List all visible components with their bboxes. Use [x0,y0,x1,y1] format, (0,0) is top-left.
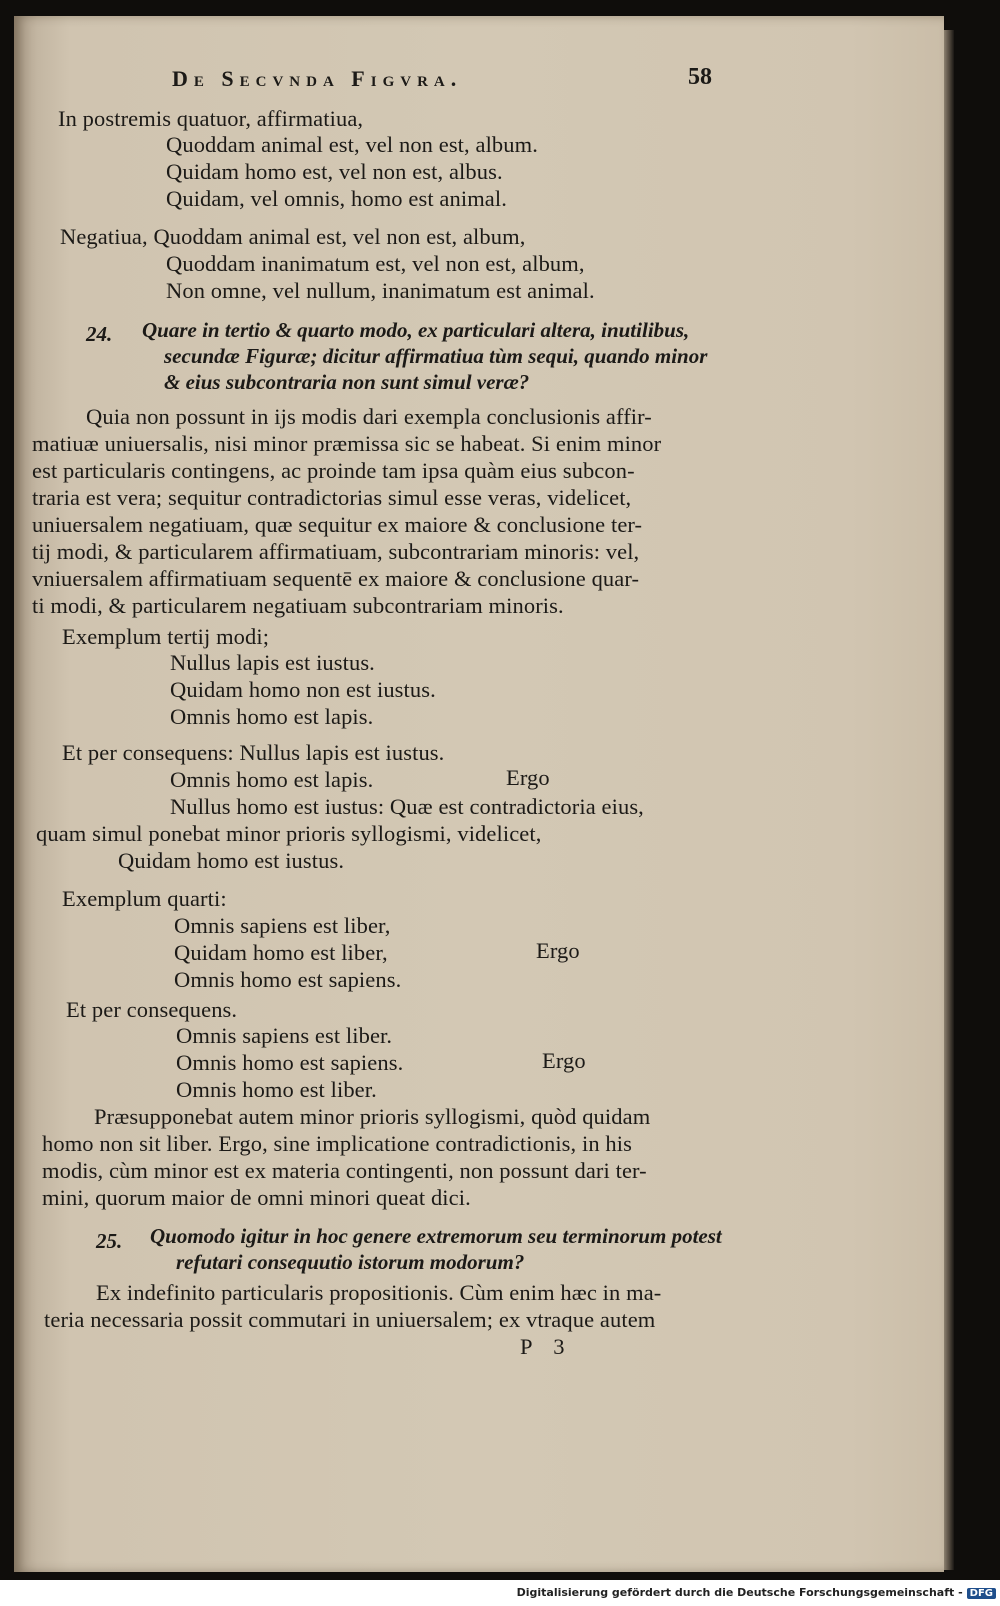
text-line: Quidam homo non est iustus. [170,677,436,702]
running-head: De Secvnda Figvra. [172,66,463,91]
page-number: 58 [688,64,712,90]
text-line: Omnis homo est sapiens. [174,967,402,992]
ergo-label: Ergo [542,1048,586,1073]
text-line: modis, cùm minor est ex materia contingenti, non possunt dari ter- [42,1158,647,1183]
footer-credit [517,1586,996,1599]
text-line: Quoddam animal est, vel non est, album. [166,132,538,157]
text-line: Et per consequens: Nullus lapis est iustus. [62,740,445,765]
text-line: Et per consequens. [66,997,238,1022]
text-line: mini, quorum maior de omni minori queat dici. [42,1185,471,1210]
text-line: In postremis quatuor, affirmatiua, [58,106,364,131]
text-line: traria est vera; sequitur contradictorias simul esse veras, videlicet, [32,485,632,510]
text-line: Omnis homo est lapis. [170,767,374,792]
text-line: ti modi, & particularem negatiuam subcontrariam minoris. [32,593,564,618]
text-line: Omnis sapiens est liber. [176,1023,393,1048]
question-line: Quomodo igitur in hoc genere extremorum seu terminorum potest [150,1224,722,1248]
text-line: Quidam homo est iustus. [118,848,345,873]
text-line: tij modi, & particularem affirmatiuam, subcontrariam minoris: vel, [32,539,640,564]
text-line: Omnis homo est lapis. [170,704,374,729]
text-line: Nullus homo est iustus: Quæ est contradictoria eius, [170,794,644,819]
question-number: 24. [86,322,113,346]
text-line: Omnis homo est liber. [176,1077,377,1102]
dfg-logo: DFG [967,1588,996,1599]
text-line: est particularis contingens, ac proinde tam ipsa quàm eius subcon- [32,458,635,483]
example-label: Exemplum tertij modi; [62,624,270,649]
question-number: 25. [96,1229,123,1253]
text-line: Quidam, vel omnis, homo est animal. [166,186,507,211]
text-line: Quidam homo est, vel non est, albus. [166,159,503,184]
text-line: quam simul ponebat minor prioris syllogismi, videlicet, [36,821,542,846]
question-line: refutari consequutio istorum modorum? [176,1250,525,1274]
text-line: Quoddam inanimatum est, vel non est, album, [166,251,585,276]
question-line: Quare in tertio & quarto modo, ex particulari altera, inutilibus, [142,318,690,342]
text-line: Non omne, vel nullum, inanimatum est animal. [166,278,595,303]
text-line: Quia non possunt in ijs modis dari exempla conclusionis affir- [86,404,652,429]
question-line: & eius subcontraria non sunt simul veræ? [164,370,530,394]
text-line: matiuæ uniuersalis, nisi minor præmissa sic se habeat. Si enim minor [32,431,662,456]
text-line: Negatiua, Quoddam animal est, vel non est, album, [60,224,526,249]
text-line: vniuersalem affirmatiuam sequentē ex maiore & conclusione quar- [32,566,640,591]
text-line: homo non sit liber. Ergo, sine implicatione contradictionis, in his [42,1131,632,1156]
text-line: Præsupponebat autem minor prioris syllogismi, quòd quidam [94,1104,651,1129]
text-line: Omnis homo est sapiens. [176,1050,404,1075]
text-line: Omnis sapiens est liber, [174,913,391,938]
text-line: Ex indefinito particularis propositionis. Cùm enim hæc in ma- [96,1280,662,1305]
question-line: secundæ Figuræ; dicitur affirmatiua tùm sequi, quando minor [164,344,708,368]
text-line: uniuersalem negatiuam, quæ sequitur ex maiore & conclusione ter- [32,512,643,537]
example-label: Exemplum quarti: [62,886,227,911]
ergo-label: Ergo [536,938,580,963]
text-line: teria necessaria possit commutari in uniuersalem; ex vtraque autem [44,1307,656,1332]
ergo-label: Ergo [506,765,550,790]
page-edge [944,30,954,1570]
footer-text: Digitalisierung gefördert durch die Deutsche Forschungsgemeinschaft - [516,1586,963,1599]
text-line: Nullus lapis est iustus. [170,650,375,675]
signature-mark: P 3 [520,1334,573,1359]
text-line: Quidam homo est liber, [174,940,388,965]
